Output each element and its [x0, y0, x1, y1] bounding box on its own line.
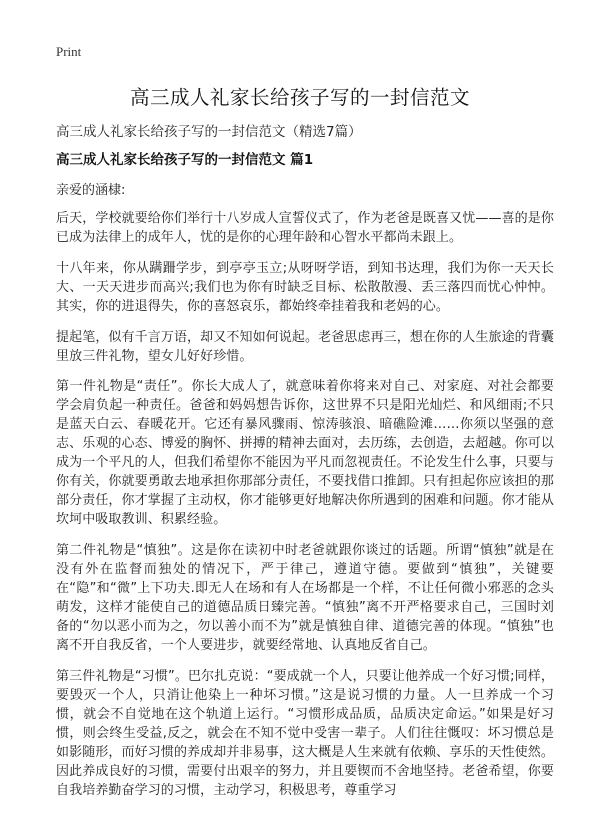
letter-greeting: 亲爱的涵棣: — [56, 183, 126, 198]
paragraph-3: 提起笔，似有千言万语，却又不知如何说起。老爸思虑再三，想在你的人生旅途的背囊里放三件礼物，望女儿好好珍惜。 — [56, 330, 554, 364]
paragraph-1: 后天，学校就要给你们举行十八岁成人宣誓仪式了，作为老爸是既喜又忧——喜的是你已成为法律上的成年人，忧的是你的心理年龄和心智水平都尚未跟上。 — [56, 211, 554, 245]
document-subtitle: 高三成人礼家长给孩子写的一封信范文（精选7篇） — [56, 124, 362, 140]
page-title: 高三成人礼家长给孩子写的一封信范文 — [129, 86, 470, 109]
paragraph-4: 第一件礼物是“责任”。你长大成人了，就意味着你将来对自己、对家庭、对社会都要学会肩负起一种责任。爸爸和妈妈想告诉你，这世界不只是阳光灿烂、和风细雨;不只是蓝天白云、春暖花开。它还有暴风骤雨、惊涛骇浪、暗礁险滩……你须以坚强的意志、乐观的心态、博爱的胸怀、拼搏的精神去面对，去历练，去创造，去超越。你可以成为一个平凡的人，但我们希望你不能因为平凡而忽视责任。不论发生什么事，只要与你有关，你就要勇敢去地承担你那部分责任，不要找借口推卸。只有担起你应该担的那部分责任，你才掌握了主动权，你才能够更好地解决你所遇到的困难和问题。你才能从坎坷中吸取教训、积累经验。 — [56, 379, 554, 527]
paragraph-2: 十八年来，你从蹒跚学步，到亭亭玉立;从呀呀学语，到知书达理，我们为你一天天长大、一天天进步而高兴;我们也为你有时缺乏目标、松散散漫、丢三落四而忧心忡忡。其实，你的进退得失，你的喜怒哀乐，都始终牵挂着我和老妈的心。 — [56, 261, 554, 314]
section-heading: 高三成人礼家长给孩子写的一封信范文 篇1 — [56, 152, 314, 168]
paragraph-6: 第三件礼物是“习惯”。巴尔扎克说：“要成就一个人，只要让他养成一个好习惯;同样，要毁灭一个人，只消让他染上一种坏习惯。”这是说习惯的力量。人一旦养成一个习惯，就会不自觉地在这个轨道上运行。“习惯形成品质，品质决定命运。”如果是好习惯，则会终生受益,反之，就会在不知不觉中受害一辈子。人们往往慨叹：坏习惯总是如影随形，而好习惯的养成却并非易事，这大概是人生来就有依赖、享乐的天性使然。因此养成良好的习惯，需要付出艰辛的努力，并且要锲而不舍地坚持。老爸希望，你要自我培养勤奋学习的习惯，主动学习，积极思考，尊重学习 — [56, 669, 554, 798]
print-link[interactable]: Print — [56, 44, 82, 59]
letter-body — [56, 209, 554, 812]
paragraph-5: 第二件礼物是“慎独”。这是你在读初中时老爸就跟你谈过的话题。所谓“慎独”就是在没有外在监督而独处的情况下，严于律己，遵道守德。要做到“慎独”，关键要在“隐”和“微”上下功夫.即无人在场和有人在场都是一个样，不让任何微小邪恶的念头萌发，这样才能使自己的道德品质日臻完善。“慎独”离不开严格要求自己，三国时刘备的“勿以恶小而为之，勿以善小而不为”就是慎独自律、道德完善的体现。“慎独”也离不开自我反省，一个人要进步，就要经常地、认真地反省自己。 — [56, 543, 554, 653]
